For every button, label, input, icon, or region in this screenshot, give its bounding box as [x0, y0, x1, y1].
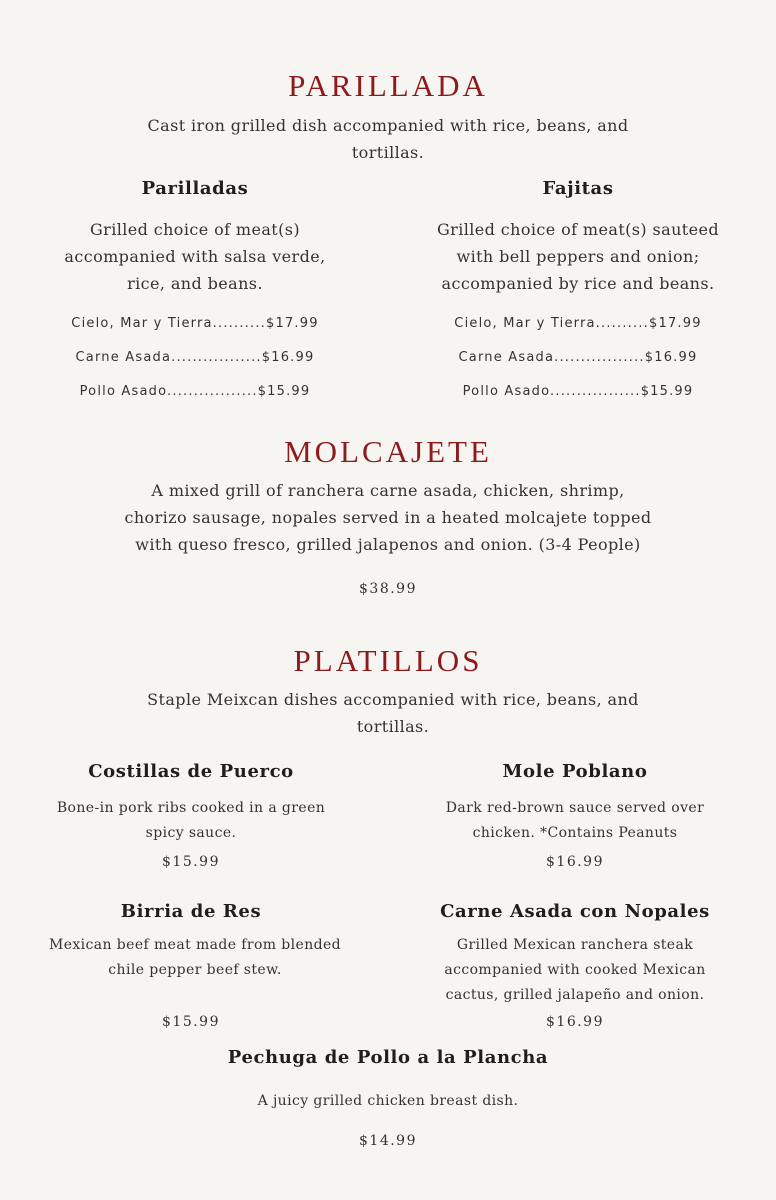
platillos-title: PLATILLOS — [293, 643, 483, 678]
parillada-title: PARILLADA — [288, 68, 488, 103]
carne-nopales-description: Grilled Mexican ranchera steak accompanied with cooked Mexican cactus, grilled jalapeño and onion. — [444, 937, 706, 1003]
parilladas-item-carne-asada: Carne Asada.................$16.99 — [75, 350, 315, 365]
parilladas-item-cielo: Cielo, Mar y Tierra..........$17.99 — [71, 316, 319, 331]
parilladas-heading: Parilladas — [141, 178, 249, 199]
mole-price: $16.99 — [546, 854, 604, 870]
fajitas-item-cielo: Cielo, Mar y Tierra..........$17.99 — [454, 316, 702, 331]
fajitas-item-carne-asada: Carne Asada.................$16.99 — [458, 350, 698, 365]
costillas-heading: Costillas de Puerco — [88, 761, 294, 782]
parilladas-description: Grilled choice of meat(s) accompanied with salsa verde, rice, and beans. — [64, 220, 326, 293]
parilladas-item-pollo-asado: Pollo Asado.................$15.99 — [79, 384, 311, 399]
costillas-price: $15.99 — [162, 854, 220, 870]
molcajete-price: $38.99 — [359, 581, 417, 597]
pechuga-description: A juicy grilled chicken breast dish. — [257, 1093, 519, 1109]
birria-price: $15.99 — [162, 1014, 220, 1030]
pechuga-price: $14.99 — [359, 1133, 417, 1149]
fajitas-description: Grilled choice of meat(s) sauteed with bell peppers and onion; accompanied by rice and beans. — [436, 220, 719, 293]
parillada-description: Cast iron grilled dish accompanied with rice, beans, and tortillas. — [147, 116, 629, 162]
carne-nopales-price: $16.99 — [546, 1014, 604, 1030]
birria-description: Mexican beef meat made from blended chile pepper beef stew. — [48, 937, 342, 978]
costillas-description: Bone-in pork ribs cooked in a green spicy sauce. — [56, 800, 326, 841]
mole-heading: Mole Poblano — [502, 761, 648, 782]
fajitas-heading: Fajitas — [542, 178, 614, 199]
platillos-description: Staple Meixcan dishes accompanied with rice, beans, and tortillas. — [147, 690, 639, 736]
birria-heading: Birria de Res — [120, 901, 262, 922]
fajitas-item-pollo-asado: Pollo Asado.................$15.99 — [462, 384, 694, 399]
mole-description: Dark red-brown sauce served over chicken. *Contains Peanuts — [445, 800, 705, 841]
pechuga-heading: Pechuga de Pollo a la Plancha — [227, 1047, 549, 1068]
molcajete-title: MOLCAJETE — [284, 434, 492, 469]
carne-nopales-heading: Carne Asada con Nopales — [440, 901, 710, 922]
molcajete-description: A mixed grill of ranchera carne asada, chicken, shrimp, chorizo sausage, nopales served in a heated molcajete topped with queso fresco, grilled jalapenos and onion. (3-4 People) — [124, 481, 652, 554]
